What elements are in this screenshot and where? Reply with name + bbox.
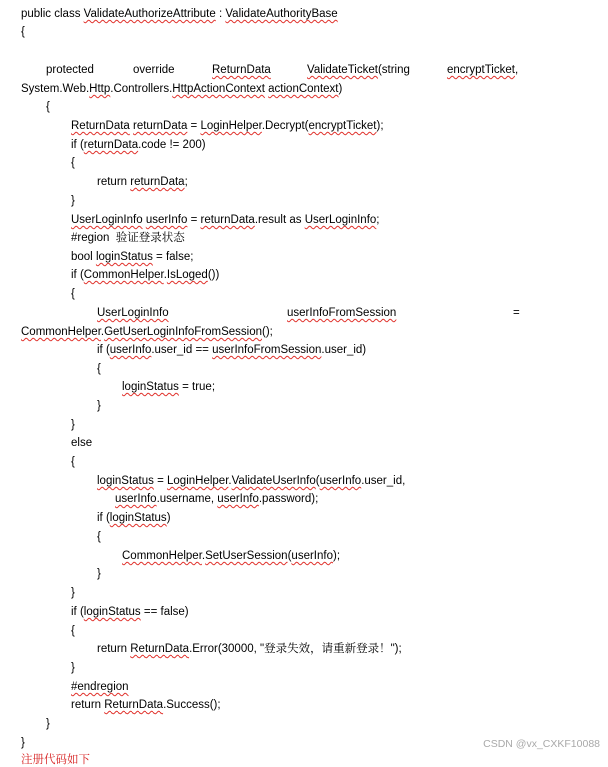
code-line	[71, 661, 75, 675]
code-text: {	[71, 456, 75, 468]
squiggled-token: userInfoFromSession	[287, 307, 397, 319]
code-text: }	[71, 587, 75, 599]
watermark: CSDN @vx_CXKF10088	[483, 738, 600, 750]
code-text: .password);	[258, 493, 319, 505]
code-text: ();	[262, 326, 273, 338]
squiggled-token: UserLoginInfo	[304, 214, 377, 226]
code-text: .	[201, 550, 206, 562]
code-text: #region 验证登录状态	[71, 232, 185, 244]
code-text: return	[97, 176, 131, 188]
code-text: :	[215, 8, 226, 20]
squiggled-token: UserLoginInfo	[97, 307, 169, 319]
code-text: if (	[71, 606, 84, 618]
code-text: .	[100, 326, 105, 338]
code-line	[71, 436, 92, 450]
code-text: .user_id,	[361, 475, 406, 487]
code-line	[46, 717, 50, 731]
code-text: .code != 200)	[138, 139, 206, 151]
squiggled-token: userInfo	[217, 493, 259, 505]
squiggled-token: returnData	[200, 214, 255, 226]
squiggled-token: actionContext	[268, 83, 339, 95]
code-text: }	[46, 718, 50, 730]
code-line	[71, 586, 75, 600]
squiggled-token: UserLoginInfo	[71, 214, 143, 226]
code-line	[97, 511, 171, 525]
code-line-segment	[287, 306, 396, 320]
code-text: =	[187, 120, 201, 132]
code-text: .Decrypt(	[261, 120, 309, 132]
code-text: if (	[71, 269, 84, 281]
squiggled-token: ValidateTicket	[307, 64, 378, 76]
code-line	[71, 680, 129, 694]
code-line	[21, 736, 25, 750]
code-line-segment	[447, 63, 518, 77]
code-text: override	[133, 64, 175, 76]
code-text: {	[97, 363, 101, 375]
squiggled-token: loginStatus	[122, 381, 179, 393]
code-text: .result as	[254, 214, 305, 226]
code-line	[122, 549, 340, 563]
squiggled-token: returnData	[133, 120, 188, 132]
code-text: (string	[377, 64, 410, 76]
code-text: }	[97, 568, 101, 580]
squiggled-token: userInfo	[291, 550, 333, 562]
code-line	[71, 250, 193, 264]
code-text: ;	[184, 176, 188, 188]
code-text: .user_id)	[321, 344, 367, 356]
code-line	[71, 138, 206, 152]
code-line-segment	[307, 63, 410, 77]
code-line	[71, 268, 219, 282]
squiggled-token: loginStatus	[83, 606, 141, 618]
code-line	[21, 82, 342, 96]
code-line	[21, 325, 273, 339]
squiggled-token: HttpActionContext	[172, 83, 265, 95]
code-line	[46, 100, 50, 114]
squiggled-token: ReturnData	[71, 120, 130, 132]
code-text: (	[315, 475, 320, 487]
code-text: );	[376, 120, 384, 132]
code-text: return	[97, 643, 131, 655]
code-line	[97, 642, 402, 656]
code-text: }	[71, 662, 75, 674]
code-line	[71, 287, 75, 301]
code-text: bool	[71, 251, 96, 263]
code-text: else	[71, 437, 93, 449]
code-line	[46, 63, 94, 77]
squiggled-token: LoginHelper	[167, 475, 229, 487]
squiggled-token: userInfo	[109, 344, 152, 356]
code-text: protected	[46, 64, 94, 76]
squiggled-token: userInfo	[115, 493, 157, 505]
squiggled-token: ReturnData	[130, 643, 190, 655]
code-line	[71, 624, 75, 638]
code-text: {	[71, 625, 75, 637]
code-text: .Error(30000, "登录失效，请重新登录！");	[189, 643, 402, 655]
squiggled-token: CommonHelper	[21, 326, 101, 338]
code-line	[97, 530, 101, 544]
code-text: }	[71, 195, 75, 207]
code-line-segment	[133, 63, 175, 77]
code-line	[71, 418, 75, 432]
squiggled-token: ValidateUserInfo	[231, 475, 316, 487]
squiggled-token: #endregion	[71, 681, 129, 693]
squiggled-token: loginStatus	[109, 512, 167, 524]
code-text: }	[21, 737, 25, 749]
squiggled-token: userInfo	[145, 214, 188, 226]
code-line	[97, 399, 101, 413]
code-text: == false)	[140, 606, 189, 618]
code-text: = false;	[152, 251, 194, 263]
code-text: .Controllers.	[110, 83, 173, 95]
squiggled-token: ValidateAuthorityBase	[225, 8, 338, 20]
code-text: );	[332, 550, 341, 562]
code-line	[71, 698, 221, 712]
squiggled-token: IsLoged	[166, 269, 208, 281]
code-line	[97, 474, 405, 488]
cut-off-heading: 注册代码如下	[21, 754, 90, 766]
code-text: .user_id ==	[151, 344, 213, 356]
code-text: =	[513, 307, 520, 319]
code-line	[97, 567, 101, 581]
squiggled-token: userInfoFromSession	[212, 344, 322, 356]
code-text: if (	[97, 512, 110, 524]
squiggled-token: CommonHelper	[122, 550, 202, 562]
squiggled-token: userInfo	[319, 475, 362, 487]
code-text: ,	[514, 64, 519, 76]
code-line	[97, 362, 101, 376]
squiggled-token: encryptTicket	[308, 120, 377, 132]
code-text: {	[21, 26, 25, 38]
code-line	[71, 605, 189, 619]
squiggled-token: loginStatus	[97, 475, 154, 487]
code-text: System.Web.	[21, 83, 90, 95]
squiggled-token: ReturnData	[212, 64, 271, 76]
code-text: =	[187, 214, 201, 226]
code-line	[71, 455, 75, 469]
code-text: .Success();	[163, 699, 221, 711]
code-line	[122, 380, 215, 394]
squiggled-token: loginStatus	[95, 251, 153, 263]
code-text: )	[166, 512, 171, 524]
code-line	[71, 194, 75, 208]
code-line	[115, 492, 318, 506]
code-line	[21, 7, 338, 21]
squiggled-token: ValidateAuthorizeAttribute	[83, 8, 216, 20]
squiggled-token: CommonHelper	[83, 269, 164, 281]
code-line	[71, 231, 185, 245]
squiggled-token: Http	[89, 83, 111, 95]
code-text: {	[46, 101, 50, 113]
code-line	[71, 156, 75, 170]
code-text: ;	[376, 214, 380, 226]
code-text: ())	[207, 269, 220, 281]
code-line	[71, 119, 384, 133]
code-line-segment	[513, 306, 520, 320]
code-text: {	[71, 157, 75, 169]
code-text: public class	[21, 8, 84, 20]
code-text: (	[287, 550, 292, 562]
code-text: return	[71, 699, 105, 711]
code-text: if (	[71, 139, 84, 151]
squiggled-token: GetUserLoginInfoFromSession	[104, 326, 262, 338]
squiggled-token: returnData	[130, 176, 185, 188]
squiggled-token: encryptTicket	[447, 64, 515, 76]
code-line-segment	[212, 63, 271, 77]
code-text: .	[228, 475, 232, 487]
code-text: .	[163, 269, 167, 281]
code-text: =	[153, 475, 168, 487]
code-text: .username,	[156, 493, 218, 505]
squiggled-token: SetUserSession	[205, 550, 288, 562]
squiggled-token: returnData	[83, 139, 139, 151]
code-text: {	[97, 531, 101, 543]
squiggled-token: ReturnData	[104, 699, 164, 711]
code-text: = true;	[178, 381, 216, 393]
code-line	[71, 213, 380, 227]
code-text: )	[338, 83, 343, 95]
squiggled-token: LoginHelper	[200, 120, 262, 132]
code-text: {	[71, 288, 75, 300]
code-text: }	[97, 400, 101, 412]
code-line	[97, 175, 188, 189]
code-line	[21, 25, 25, 39]
code-text: if (	[97, 344, 110, 356]
code-line	[97, 343, 366, 357]
code-text: }	[71, 419, 75, 431]
code-line	[97, 306, 169, 320]
